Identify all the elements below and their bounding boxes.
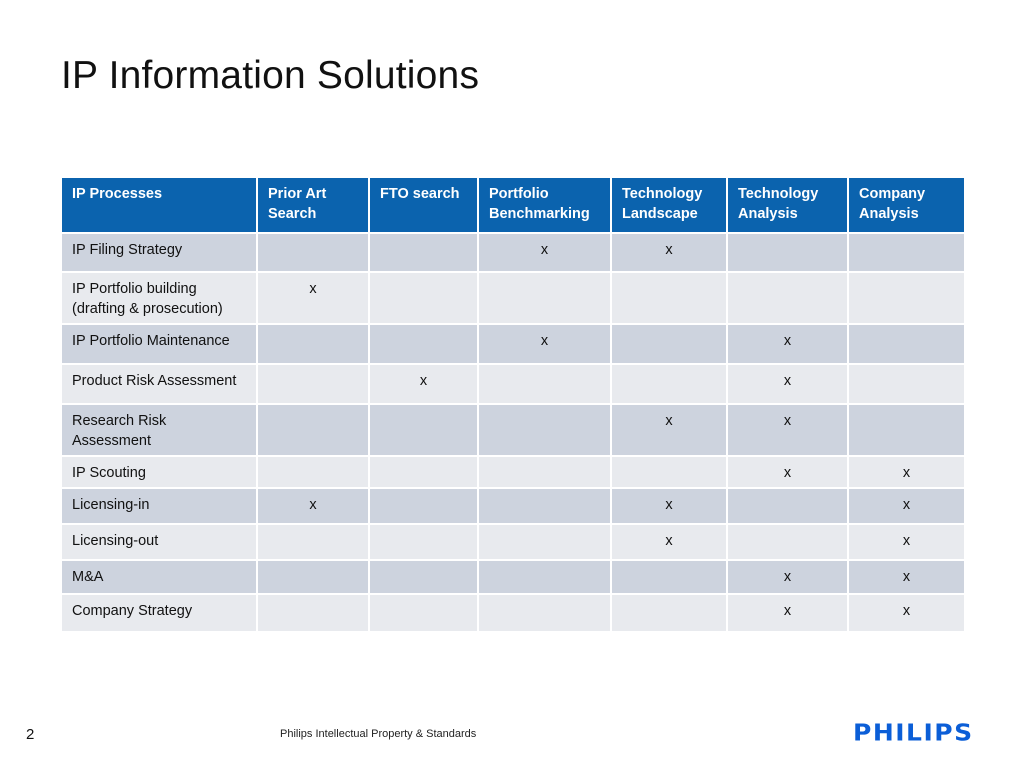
header-fto-search: FTO search xyxy=(369,177,478,233)
process-label: Research Risk Assessment xyxy=(61,404,257,456)
table-cell xyxy=(848,404,965,456)
table-cell xyxy=(848,364,965,404)
table-cell xyxy=(369,324,478,364)
table-header-row xyxy=(61,177,965,233)
table-cell xyxy=(257,524,369,560)
table-cell xyxy=(611,364,727,404)
table-cell xyxy=(611,594,727,632)
table-cell xyxy=(257,594,369,632)
process-label: IP Scouting xyxy=(61,456,257,488)
header-technology-analysis: Technology Analysis xyxy=(727,177,848,233)
table-cell xyxy=(611,560,727,594)
philips-logo: PHILIPS xyxy=(853,719,974,746)
table-row xyxy=(61,324,965,364)
table-cell: x xyxy=(727,324,848,364)
table-cell: x xyxy=(848,524,965,560)
table-cell xyxy=(369,524,478,560)
table-cell: x xyxy=(848,560,965,594)
table-cell: x xyxy=(727,456,848,488)
table-cell xyxy=(727,524,848,560)
table-cell: x xyxy=(611,488,727,524)
process-label: Company Strategy xyxy=(61,594,257,632)
table-cell xyxy=(369,488,478,524)
slide-title: IP Information Solutions xyxy=(61,54,480,97)
header-prior-art-search: Prior Art Search xyxy=(257,177,369,233)
table-row xyxy=(61,560,965,594)
table-row xyxy=(61,594,965,632)
table-cell xyxy=(478,456,611,488)
table-cell: x xyxy=(478,324,611,364)
table-cell xyxy=(611,272,727,324)
table-cell xyxy=(257,456,369,488)
table-cell xyxy=(478,488,611,524)
table-cell xyxy=(727,488,848,524)
table-cell xyxy=(611,456,727,488)
table-cell xyxy=(257,233,369,272)
table-cell xyxy=(848,233,965,272)
process-label: IP Filing Strategy xyxy=(61,233,257,272)
process-label: IP Portfolio building (drafting & prosecution) xyxy=(61,272,257,324)
table-cell xyxy=(478,272,611,324)
table-cell xyxy=(478,404,611,456)
table-cell: x xyxy=(611,404,727,456)
table-cell: x xyxy=(478,233,611,272)
table-cell: x xyxy=(727,364,848,404)
table-cell: x xyxy=(727,594,848,632)
table-cell xyxy=(848,324,965,364)
table-cell xyxy=(369,594,478,632)
table-cell: x xyxy=(727,404,848,456)
table-cell xyxy=(369,233,478,272)
process-label: Licensing-in xyxy=(61,488,257,524)
table-cell: x xyxy=(848,488,965,524)
table-cell xyxy=(611,324,727,364)
process-label: Licensing-out xyxy=(61,524,257,560)
table-cell: x xyxy=(611,524,727,560)
table-cell: x xyxy=(369,364,478,404)
table-row xyxy=(61,364,965,404)
table-cell xyxy=(848,272,965,324)
ip-solutions-table xyxy=(60,176,966,633)
table-cell xyxy=(478,364,611,404)
table-cell xyxy=(257,364,369,404)
table-cell xyxy=(727,272,848,324)
table-cell: x xyxy=(848,594,965,632)
table-cell: x xyxy=(727,560,848,594)
table-row xyxy=(61,272,965,324)
header-technology-landscape: Technology Landscape xyxy=(611,177,727,233)
table-row xyxy=(61,524,965,560)
table-cell xyxy=(369,272,478,324)
page-number: 2 xyxy=(26,726,35,743)
table-cell xyxy=(369,404,478,456)
table-cell: x xyxy=(848,456,965,488)
table-cell xyxy=(727,233,848,272)
footer-text: Philips Intellectual Property & Standards xyxy=(280,728,477,740)
table-cell xyxy=(257,324,369,364)
process-label: M&A xyxy=(61,560,257,594)
header-ip-processes: IP Processes xyxy=(61,177,257,233)
table-cell: x xyxy=(257,488,369,524)
table-row xyxy=(61,404,965,456)
table-cell: x xyxy=(611,233,727,272)
table-cell xyxy=(478,594,611,632)
table-cell xyxy=(369,456,478,488)
table-cell xyxy=(478,524,611,560)
table-cell: x xyxy=(257,272,369,324)
table-cell xyxy=(257,404,369,456)
process-label: IP Portfolio Maintenance xyxy=(61,324,257,364)
table-row xyxy=(61,456,965,488)
table-cell xyxy=(257,560,369,594)
header-portfolio-benchmarking: Portfolio Benchmarking xyxy=(478,177,611,233)
header-company-analysis: Company Analysis xyxy=(848,177,965,233)
table-cell xyxy=(478,560,611,594)
table-row xyxy=(61,488,965,524)
table-row xyxy=(61,233,965,272)
table-cell xyxy=(369,560,478,594)
process-label: Product Risk Assessment xyxy=(61,364,257,404)
